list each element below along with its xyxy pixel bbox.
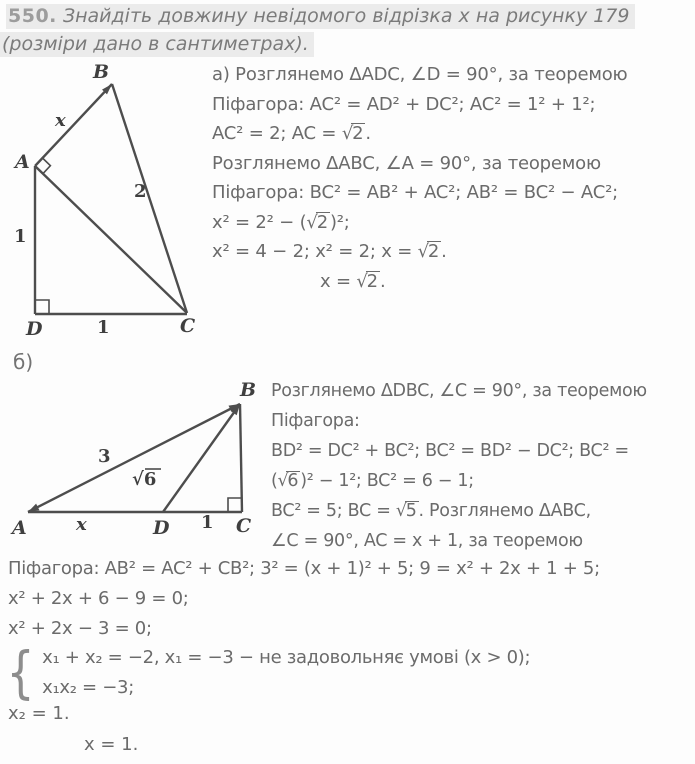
problem-statement (0, 2, 635, 58)
arrowhead-a (28, 504, 40, 512)
problem-statement-line1 (6, 2, 635, 30)
system-brace: { (6, 640, 35, 706)
side-label-1: 1 (201, 512, 214, 533)
vertex-label-c: C (180, 315, 196, 337)
solution-a-answer: x = √2 . (320, 270, 386, 292)
side-db (163, 404, 240, 512)
side-label-1-bottom: 1 (97, 317, 110, 338)
solution-a-line: Піфагора: AC² = AD² + DC²; AC² = 1² + 1²; (212, 93, 596, 115)
problem-text-line1: Знайдіть довжину невідомого відрізка x на рисунку 179 (62, 5, 630, 27)
solution-b-answer: x = 1. (84, 734, 139, 755)
side-label-2: 2 (134, 181, 147, 202)
solution-a-line: AC² = 2; AC = √2 . (212, 123, 371, 144)
system-line2: x₁x₂ = −3; (42, 677, 134, 698)
side-label-sqrt6: √6 (132, 469, 157, 490)
part-b-label: б) (13, 350, 34, 374)
vertex-label-b: B (93, 61, 110, 83)
system-line1: x₁ + x₂ = −2, x₁ = −3 − не задовольняє умові (x > 0); (42, 647, 531, 668)
vertex-label-b: B (240, 379, 257, 401)
solution-b-cont-line: x² + 2x − 3 = 0; (8, 618, 152, 639)
solution-b-continuation (8, 554, 695, 644)
figure-b-triangle-diagram (0, 372, 262, 548)
solution-b-line: (√6 )² − 1²; BC² = 6 − 1; (271, 471, 474, 491)
solution-b-line: Піфагора: (271, 411, 360, 431)
solution-a-line: Розглянемо ΔABC, ∠A = 90°, за теоремою (212, 152, 601, 174)
side-label-3: 3 (98, 446, 111, 467)
solution-a-line: x² = 4 − 2; x² = 2; x = √2 . (212, 241, 447, 262)
problem-number: 550. (8, 5, 57, 27)
vertex-label-d: D (153, 517, 170, 539)
side-label-1-left: 1 (14, 226, 27, 247)
side-label-x: x (55, 110, 66, 131)
solution-b (271, 376, 695, 556)
side-cb (240, 404, 242, 512)
problem-statement-line2 (0, 30, 635, 58)
solution-a-line: Піфагора: BC² = AB² + AC²; AB² = BC² − AC²; (212, 182, 618, 203)
right-angle-marker-c (228, 498, 242, 512)
vertex-label-a: A (15, 151, 30, 173)
right-angle-marker-a (43, 158, 51, 174)
vieta-system (4, 641, 530, 705)
side-ac (35, 166, 187, 313)
side-ab (28, 404, 240, 512)
solution-b-cont-line: x² + 2x + 6 − 9 = 0; (8, 588, 189, 609)
solution-b-line: ∠C = 90°, AC = x + 1, за теоремою (271, 531, 583, 551)
side-label-x: x (76, 514, 87, 535)
vertex-label-d: D (26, 318, 43, 340)
figure-a-triangle-diagram (0, 58, 210, 350)
right-angle-marker-d (35, 300, 49, 314)
problem-text-line2: (розміри дано в сантиметрах). (2, 33, 309, 55)
solution-b-line: Розглянемо ΔDBC, ∠C = 90°, за теоремою (271, 381, 647, 401)
side-bc (112, 84, 187, 313)
solution-b-cont-line: Піфагора: AB² = AC² + CB²; 3² = (x + 1)² + 5; 9 = x² + 2x + 1 + 5; (8, 558, 600, 579)
side-ab (35, 84, 112, 166)
solution-a-line: x² = 2² − (√2 )²; (212, 211, 350, 233)
solution-a (212, 60, 695, 296)
solution-a-line: а) Розглянемо ΔADC, ∠D = 90°, за теоремою (212, 64, 628, 85)
solution-b-line: BD² = DC² + BC²; BC² = BD² − DC²; BC² = (271, 441, 629, 461)
solution-b-line: BC² = 5; BC = √5 . Розглянемо ΔABC, (271, 501, 591, 521)
solution-b-root: x₂ = 1. (8, 703, 70, 724)
vertex-label-c: C (236, 515, 252, 537)
vertex-label-a: A (12, 517, 27, 539)
